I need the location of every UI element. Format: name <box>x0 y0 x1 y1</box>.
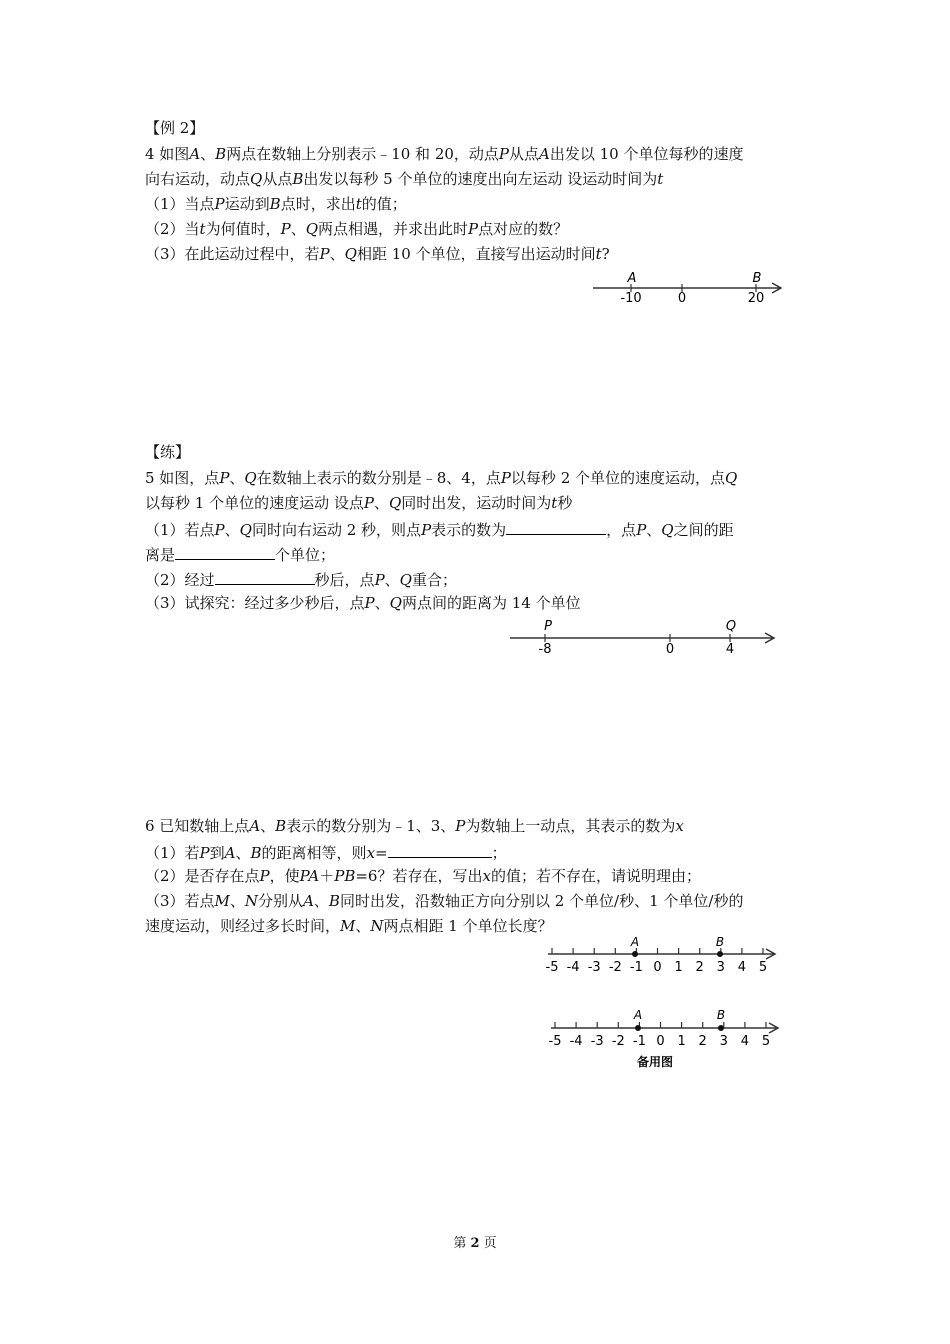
q6-backup-number-line <box>543 1005 788 1075</box>
tick-label: 4 <box>725 642 735 657</box>
q6-sub-1: （1）若P到A、B的距离相等，则x= ； <box>145 841 507 863</box>
point-B-label: B <box>752 271 762 286</box>
q5-sub-1-cont: 离是 个单位； <box>145 543 335 565</box>
q6-number-line <box>540 934 785 978</box>
tick-label: -3 <box>590 1034 604 1049</box>
q5-line-1: 5 如图，点P、Q在数轴上表示的数分别是﹣8、4，点P以每秒 2 个单位的速度运动，点Q <box>145 469 738 487</box>
tick-label: -8 <box>538 642 552 657</box>
point-B-label: B <box>715 935 725 949</box>
tick-label: 1 <box>674 960 683 975</box>
q4-sub-3: （3）在此运动过程中，若P、Q相距 10 个单位，直接写出运动时间t? <box>145 245 610 263</box>
point-P-label: P <box>544 619 552 634</box>
q4-number-line <box>590 268 790 308</box>
tick-label: -2 <box>608 960 622 975</box>
backup-caption: 备用图 <box>636 1055 674 1069</box>
q6-sub-3: （3）若点M、N分别从A、B同时出发，沿数轴正方向分别以 2 个单位/秒、1 个单位/秒的 <box>145 892 744 910</box>
tick-label: -10 <box>620 291 642 306</box>
tick-label: 3 <box>716 960 725 975</box>
tick-label: 0 <box>665 642 675 657</box>
answer-blank[interactable] <box>388 841 492 858</box>
tick-label: -3 <box>587 960 601 975</box>
tick-label: 2 <box>698 1034 707 1049</box>
q6-sub-2: （2）是否存在点P，使PA＋PB=6？若存在，写出x的值；若不存在，请说明理由； <box>145 867 701 885</box>
tick-label: 5 <box>758 960 768 975</box>
q4-sub-2: （2）当t为何值时，P、Q两点相遇，并求出此时P点对应的数？ <box>145 220 569 238</box>
tick-label: 2 <box>695 960 704 975</box>
tick-label: 4 <box>740 1034 750 1049</box>
q5-sub-1: （1）若点P、Q同时向右运动 2 秒，则点P表示的数为 ，点P、Q之间的距 <box>145 518 734 540</box>
tick-label: -4 <box>569 1034 583 1049</box>
q6-line-1: 6 已知数轴上点A、B表示的数分别为﹣1、3、P为数轴上一动点，其表示的数为x <box>145 817 684 835</box>
q5-sub-2: （2）经过 秒后，点P、Q重合； <box>145 568 457 590</box>
tick-label: -4 <box>566 960 580 975</box>
point-B-label: B <box>716 1008 726 1022</box>
q4-line-1: 4 如图A、B两点在数轴上分别表示﹣10 和 20，动点P从点A出发以 10 个单位每秒的速度 <box>145 145 744 163</box>
tick-label: 4 <box>737 960 747 975</box>
answer-blank[interactable] <box>175 543 275 560</box>
tick-label: 3 <box>719 1034 728 1049</box>
page-number: 第 2 页 <box>453 1236 497 1251</box>
tick-label: 0 <box>677 291 687 306</box>
answer-blank[interactable] <box>215 568 315 585</box>
point-A-label: A <box>633 1008 643 1022</box>
point-B-dot <box>718 1025 724 1031</box>
tick-label: -5 <box>545 960 559 975</box>
tick-label: 1 <box>677 1034 686 1049</box>
tick-label: -1 <box>632 1034 646 1049</box>
q4-sub-1: （1）当点P运动到B点时，求出t的值； <box>145 195 407 213</box>
q4-line-2: 向右运动，动点Q从点B出发以每秒 5 个单位的速度出向左运动 设运动时间为t <box>145 170 664 188</box>
point-A-label: A <box>630 935 640 949</box>
point-A-label: A <box>627 271 637 286</box>
point-A-dot <box>635 1025 641 1031</box>
q5-line-2: 以每秒 1 个单位的速度运动 设点P、Q同时出发，运动时间为t秒 <box>145 494 573 512</box>
tick-label: -5 <box>548 1034 562 1049</box>
tick-label: 5 <box>761 1034 771 1049</box>
tick-label: 0 <box>653 960 662 975</box>
q6-sub-3-cont: 速度运动，则经过多长时间，M、N两点相距 1 个单位长度？ <box>145 917 553 935</box>
example-2-header: 【例 2】 <box>145 119 205 137</box>
tick-label: 0 <box>656 1034 665 1049</box>
point-Q-label: Q <box>725 619 737 634</box>
tick-label: -1 <box>629 960 643 975</box>
tick-label: 20 <box>747 291 765 306</box>
q5-sub-3: （3）试探究：经过多少秒后，点P、Q两点间的距离为 14 个单位 <box>145 594 581 612</box>
tick-label: -2 <box>611 1034 625 1049</box>
practice-header: 【练】 <box>145 443 191 461</box>
q5-number-line <box>508 614 783 658</box>
answer-blank[interactable] <box>506 518 606 535</box>
point-B-dot <box>717 951 723 957</box>
point-A-dot <box>632 951 638 957</box>
